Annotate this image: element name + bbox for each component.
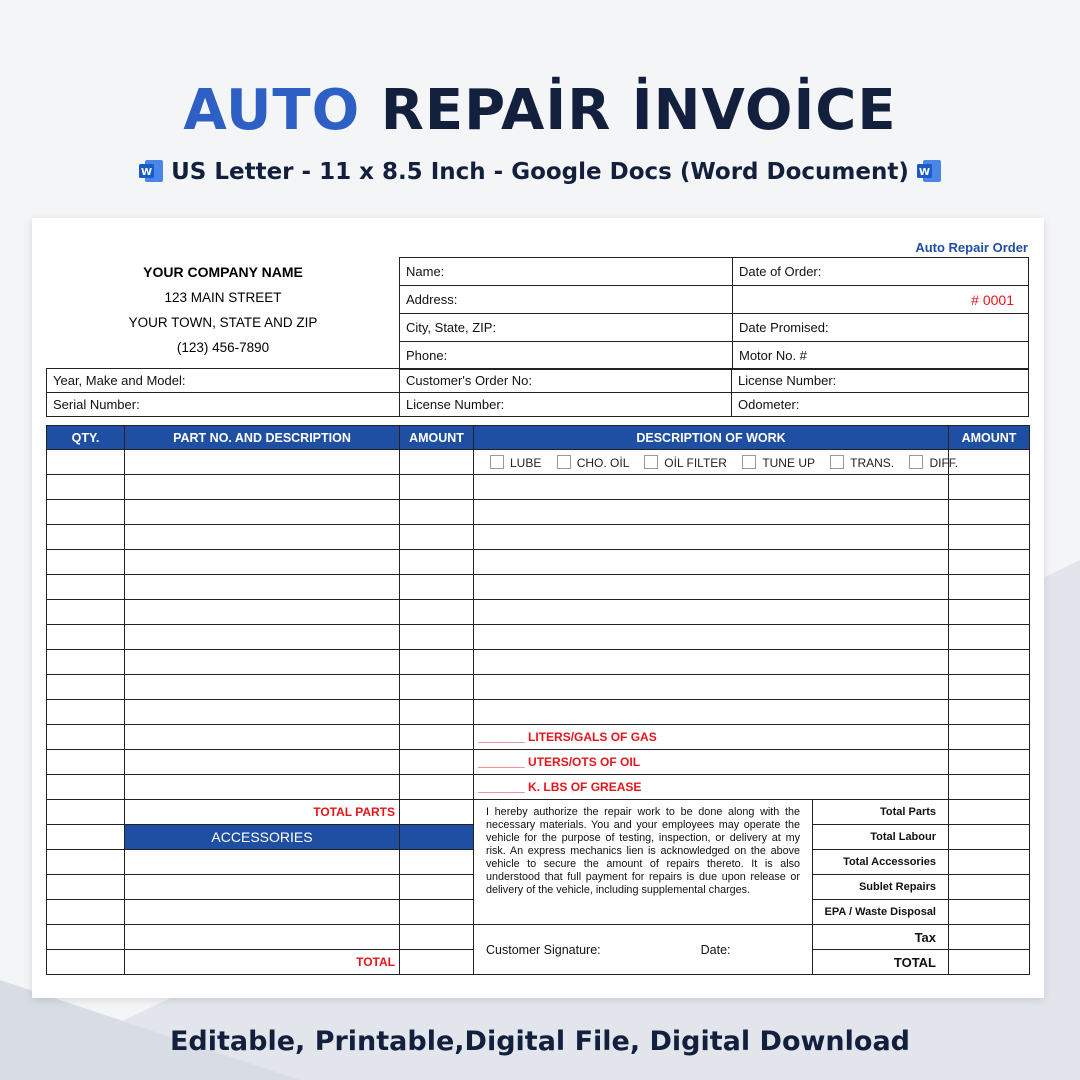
header-part: PART NO. AND DESCRIPTION <box>125 426 400 450</box>
banner-subtitle: W US Letter - 11 x 8.5 Inch - Google Docs (Word Document) W <box>0 154 1080 190</box>
field-license-number-2[interactable]: License Number: <box>400 393 732 417</box>
cell[interactable] <box>474 575 949 600</box>
cell[interactable] <box>47 550 125 575</box>
header-work: DESCRIPTION OF WORK <box>474 426 949 450</box>
cell[interactable] <box>474 550 949 575</box>
cell[interactable] <box>125 650 400 675</box>
cell[interactable] <box>949 475 1030 500</box>
signature-label: Customer Signature: <box>486 942 601 957</box>
cell[interactable] <box>400 500 474 525</box>
total-parts-value[interactable] <box>400 800 474 825</box>
invoice-sheet <box>32 218 1044 998</box>
cell[interactable] <box>47 600 125 625</box>
field-motor[interactable]: Motor No. # <box>733 342 1029 370</box>
field-odometer[interactable]: Odometer: <box>732 393 1029 417</box>
cell[interactable] <box>47 850 125 875</box>
grand-total-label: TOTAL <box>813 950 949 975</box>
cell[interactable] <box>125 725 400 750</box>
cell[interactable] <box>400 650 474 675</box>
summary-epa: EPA / Waste Disposal <box>813 900 949 925</box>
summary-tax: Tax <box>813 925 949 950</box>
cell[interactable] <box>125 450 400 475</box>
svg-text:W: W <box>141 167 153 178</box>
table-row <box>47 650 1030 675</box>
cell[interactable] <box>400 475 474 500</box>
cell[interactable] <box>47 925 125 950</box>
summary-sublet-repairs: Sublet Repairs <box>813 875 949 900</box>
checkbox-tune-up[interactable] <box>742 455 756 469</box>
cell[interactable] <box>47 575 125 600</box>
table-row <box>47 925 1030 950</box>
cell[interactable] <box>949 750 1030 775</box>
table-row <box>47 725 1030 750</box>
svg-text:W: W <box>918 167 930 178</box>
cell[interactable] <box>47 625 125 650</box>
cell[interactable] <box>47 525 125 550</box>
fluid-oil[interactable]: _______ UTERS/OTS OF OIL <box>474 750 949 775</box>
cell[interactable] <box>400 675 474 700</box>
cell[interactable] <box>400 450 474 475</box>
header-amount-2: AMOUNT <box>949 426 1030 450</box>
cell[interactable] <box>47 475 125 500</box>
field-license-number[interactable]: License Number: <box>732 369 1029 393</box>
fluid-grease[interactable]: _______ K. LBS OF GREASE <box>474 775 949 800</box>
cell[interactable] <box>125 675 400 700</box>
signature-area[interactable] <box>474 925 813 975</box>
cell[interactable] <box>400 575 474 600</box>
checkbox-oil-filter[interactable] <box>644 455 658 469</box>
cell[interactable] <box>125 575 400 600</box>
cell[interactable] <box>400 600 474 625</box>
cell[interactable] <box>400 550 474 575</box>
cell[interactable] <box>474 525 949 550</box>
cell[interactable] <box>949 600 1030 625</box>
header-qty: QTY. <box>47 426 125 450</box>
checkbox-lube[interactable] <box>490 455 504 469</box>
cell[interactable] <box>949 575 1030 600</box>
field-date-of-order[interactable]: Date of Order: <box>733 258 1029 286</box>
checkbox-diff[interactable] <box>909 455 923 469</box>
summary-total-accessories: Total Accessories <box>813 850 949 875</box>
summary-value[interactable] <box>949 825 1030 850</box>
cell[interactable] <box>125 900 400 925</box>
field-phone[interactable]: Phone: <box>400 342 733 370</box>
table-row <box>47 800 1030 825</box>
cell[interactable] <box>125 750 400 775</box>
summary-value[interactable] <box>949 900 1030 925</box>
label-oil-filter: OİL FILTER <box>664 455 727 470</box>
cell[interactable] <box>949 675 1030 700</box>
summary-total-labour: Total Labour <box>813 825 949 850</box>
field-serial-number[interactable]: Serial Number: <box>47 393 400 417</box>
cell[interactable] <box>949 550 1030 575</box>
table-row <box>47 750 1030 775</box>
cell[interactable] <box>400 750 474 775</box>
table-row <box>47 700 1030 725</box>
cell[interactable] <box>47 900 125 925</box>
company-block <box>48 260 398 360</box>
document-title: Auto Repair Order <box>915 240 1028 255</box>
cell[interactable] <box>47 675 125 700</box>
cell[interactable] <box>47 750 125 775</box>
total-label: TOTAL <box>125 950 400 975</box>
total-parts-label: TOTAL PARTS <box>125 800 400 825</box>
tax-value[interactable] <box>949 925 1030 950</box>
cell[interactable] <box>125 925 400 950</box>
field-customer-order[interactable]: Customer's Order No: <box>400 369 732 393</box>
footer-text: Editable, Printable,Digital File, Digital Download <box>169 1026 911 1057</box>
label-trans: TRANS. <box>850 455 895 470</box>
table-row <box>47 575 1030 600</box>
cell[interactable] <box>400 900 474 925</box>
cell[interactable] <box>474 625 949 650</box>
cell[interactable] <box>474 600 949 625</box>
customer-table <box>399 257 1029 370</box>
service-checklist <box>474 450 959 475</box>
cell[interactable] <box>125 700 400 725</box>
cell[interactable] <box>400 625 474 650</box>
field-year-make-model[interactable]: Year, Make and Model: <box>47 369 400 393</box>
authorization-text: I hereby authorize the repair work to be done along with the necessary materials. You and your employees may operate the vehicle for the purpose of testing, inspection, or delivery at my risk. An express mechanics lien is acknowledged on the above vehicle to secure the amount of repairs thereto. It is also understood that full payment for repairs is due upon release or delivery of the vehicle, including supplemental charges. <box>474 800 813 925</box>
cell[interactable] <box>125 875 400 900</box>
cell[interactable] <box>474 650 949 675</box>
company-town: YOUR TOWN, STATE AND ZIP <box>128 315 318 330</box>
cell[interactable] <box>47 650 125 675</box>
label-oil: CHO. OİL <box>576 455 629 470</box>
cell[interactable] <box>125 775 400 800</box>
summary-value[interactable] <box>949 850 1030 875</box>
cell[interactable] <box>125 625 400 650</box>
company-name: YOUR COMPANY NAME <box>143 264 303 280</box>
banner-title: AUTO REPAİR İNVOİCE <box>183 78 897 143</box>
cell[interactable] <box>400 525 474 550</box>
total-value[interactable] <box>400 950 474 975</box>
cell[interactable] <box>47 450 125 475</box>
summary-total-parts: Total Parts <box>813 800 949 825</box>
cell[interactable] <box>125 600 400 625</box>
cell[interactable] <box>949 700 1030 725</box>
grand-total-value[interactable] <box>949 950 1030 975</box>
cell[interactable] <box>400 875 474 900</box>
cell[interactable] <box>47 725 125 750</box>
word-icon <box>915 158 943 184</box>
cell[interactable] <box>125 850 400 875</box>
summary-value[interactable] <box>949 875 1030 900</box>
signature-date-label: Date: <box>700 942 731 957</box>
word-icon <box>137 158 165 184</box>
cell[interactable] <box>474 700 949 725</box>
cell[interactable] <box>949 500 1030 525</box>
cell[interactable] <box>400 700 474 725</box>
checkbox-oil[interactable] <box>557 455 571 469</box>
cell[interactable] <box>400 775 474 800</box>
company-phone: (123) 456-7890 <box>176 340 270 355</box>
header-amount: AMOUNT <box>400 426 474 450</box>
cell[interactable] <box>125 500 400 525</box>
table-row <box>47 475 1030 500</box>
fluid-gas[interactable]: _______ LITERS/GALS OF GAS <box>474 725 949 750</box>
label-diff: DIFF. <box>929 455 959 470</box>
cell[interactable] <box>125 475 400 500</box>
table-row <box>47 500 1030 525</box>
table-row <box>47 525 1030 550</box>
vehicle-table <box>46 368 1029 417</box>
cell[interactable] <box>949 775 1030 800</box>
cell[interactable] <box>47 800 125 825</box>
cell[interactable] <box>125 550 400 575</box>
label-lube: LUBE <box>510 455 542 470</box>
cell[interactable] <box>474 675 949 700</box>
cell[interactable] <box>474 500 949 525</box>
table-row <box>47 625 1030 650</box>
cell[interactable] <box>47 950 125 975</box>
table-row <box>47 550 1030 575</box>
summary-value[interactable] <box>949 800 1030 825</box>
cell[interactable] <box>949 450 1030 475</box>
field-name[interactable]: Name: <box>400 258 733 286</box>
order-number: # 0001 <box>733 286 1029 314</box>
field-city[interactable]: City, State, ZIP: <box>400 314 733 342</box>
cell[interactable] <box>47 875 125 900</box>
company-street: 123 MAIN STREET <box>164 290 282 305</box>
cell[interactable] <box>949 625 1030 650</box>
field-date-promised[interactable]: Date Promised: <box>733 314 1029 342</box>
table-row <box>47 675 1030 700</box>
work-table <box>46 425 1030 975</box>
table-row <box>47 450 1030 475</box>
cell[interactable] <box>949 650 1030 675</box>
table-row <box>47 775 1030 800</box>
table-row <box>47 600 1030 625</box>
cell[interactable] <box>949 725 1030 750</box>
cell[interactable] <box>47 775 125 800</box>
label-tune-up: TUNE UP <box>762 455 815 470</box>
cell[interactable] <box>474 475 949 500</box>
cell[interactable] <box>47 700 125 725</box>
cell[interactable] <box>400 850 474 875</box>
cell[interactable] <box>400 725 474 750</box>
accessories-header: ACCESSORIES <box>125 825 400 850</box>
cell[interactable] <box>47 500 125 525</box>
cell[interactable] <box>400 925 474 950</box>
cell[interactable] <box>949 525 1030 550</box>
field-address[interactable]: Address: <box>400 286 733 314</box>
cell[interactable] <box>125 525 400 550</box>
checkbox-trans[interactable] <box>830 455 844 469</box>
